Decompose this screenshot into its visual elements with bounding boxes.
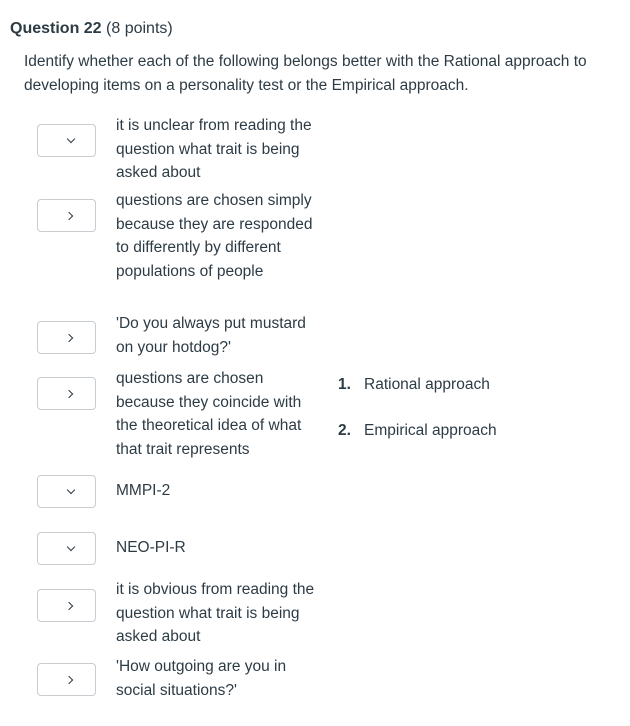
answer-select[interactable] bbox=[37, 199, 96, 232]
chevron-down-icon bbox=[67, 543, 75, 551]
item-label: MMPI-2 bbox=[116, 482, 171, 499]
chevron-right-icon bbox=[65, 334, 73, 342]
item-label: 'How outgoing are you in social situations?' bbox=[116, 658, 287, 699]
question-header bbox=[10, 20, 173, 38]
answer-select[interactable] bbox=[37, 321, 96, 354]
question-points: (8 points) bbox=[106, 20, 173, 37]
chevron-right-icon bbox=[65, 212, 73, 220]
answer-select[interactable] bbox=[37, 124, 96, 157]
answer-select[interactable] bbox=[37, 475, 96, 508]
item-label: questions are chosen because they coincide with the theoretical idea of what that trait represents bbox=[116, 370, 302, 458]
chevron-right-icon bbox=[65, 390, 73, 398]
answer-label: Empirical approach bbox=[364, 422, 497, 439]
answer-select[interactable] bbox=[37, 663, 96, 696]
question-prompt: Identify whether each of the following belongs better with the Rational approach to developing items on a personality test or the Empirical approach. bbox=[24, 53, 587, 94]
question-title: Question 22 bbox=[10, 20, 102, 37]
answer-select[interactable] bbox=[37, 589, 96, 622]
item-label: it is unclear from reading the question what trait is being asked about bbox=[116, 117, 312, 181]
chevron-down-icon bbox=[67, 486, 75, 494]
answer-select[interactable] bbox=[37, 532, 96, 565]
chevron-right-icon bbox=[65, 676, 73, 684]
answer-number: 2. bbox=[338, 422, 351, 439]
answer-option bbox=[338, 422, 497, 440]
answer-label: Rational approach bbox=[364, 376, 490, 393]
item-label: 'Do you always put mustard on your hotdog?' bbox=[116, 315, 306, 356]
answer-number: 1. bbox=[338, 376, 351, 393]
item-label: questions are chosen simply because they are responded to differently by different populations of people bbox=[116, 192, 313, 280]
item-label: NEO-PI-R bbox=[116, 539, 186, 556]
item-label: it is obvious from reading the question what trait is being asked about bbox=[116, 581, 315, 645]
answer-option bbox=[338, 376, 490, 394]
chevron-down-icon bbox=[67, 135, 75, 143]
chevron-right-icon bbox=[65, 602, 73, 610]
answer-select[interactable] bbox=[37, 377, 96, 410]
